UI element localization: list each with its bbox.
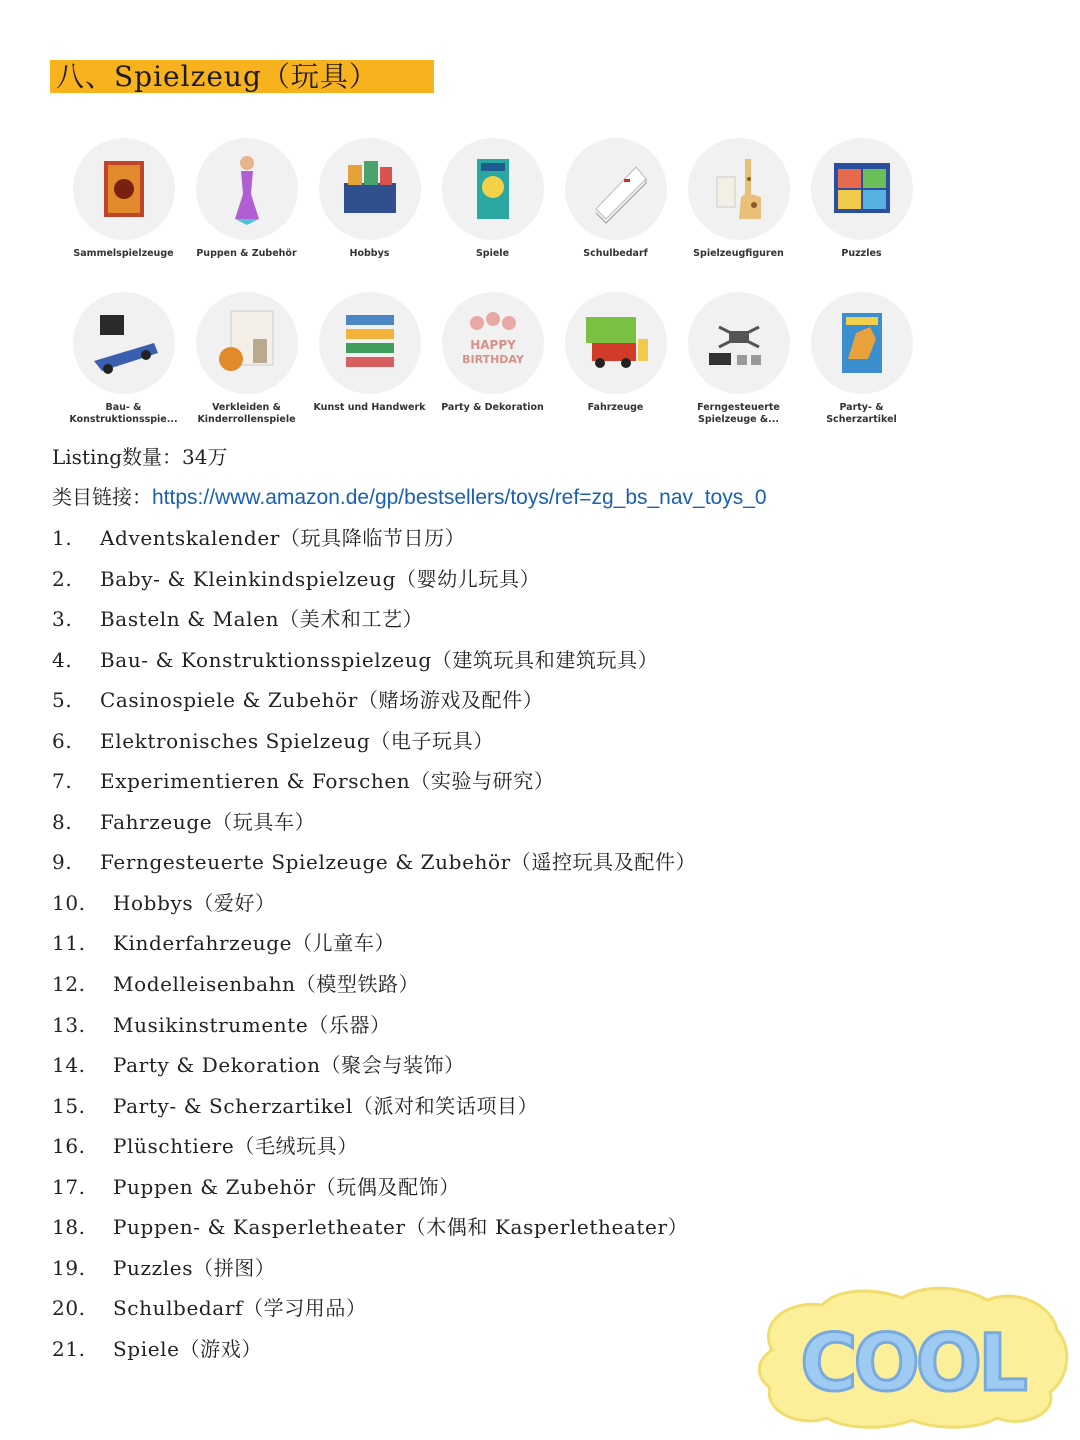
category-label: Party- & Scherzartikel [826, 402, 897, 425]
dinosaur-game-icon [811, 292, 913, 394]
list-item [52, 1171, 696, 1212]
list-item-text: Puppen & Zubehör（玩偶及配饰） [113, 1174, 460, 1199]
list-item [52, 1009, 696, 1050]
category-tile[interactable] [308, 292, 431, 432]
list-item [52, 644, 696, 685]
category-tile[interactable] [185, 138, 308, 278]
list-item [52, 522, 696, 563]
category-label: Schulbedarf [583, 248, 648, 259]
list-item-number: 9. [52, 850, 73, 875]
category-label: Party & Dekoration [441, 402, 544, 413]
hobby-box-icon [319, 138, 421, 240]
category-tile[interactable] [62, 292, 185, 432]
list-item [52, 603, 696, 644]
category-label: Ferngesteuerte Spielzeuge &... [697, 402, 780, 425]
category-link-label: 类目链接： [52, 485, 152, 509]
list-item-text: Kinderfahrzeuge（儿童车） [113, 931, 396, 956]
list-item-text: Puzzles（拼图） [113, 1255, 276, 1280]
list-item-text: Party & Dekoration（聚会与装饰） [113, 1053, 465, 1078]
list-item-text: Party- & Scherzartikel（派对和笑话项目） [113, 1093, 539, 1118]
list-item-number: 5. [52, 688, 73, 713]
game-box-icon [442, 138, 544, 240]
list-item-text: Adventskalender（玩具降临节日历） [100, 526, 466, 550]
giraffe-toy-icon [688, 138, 790, 240]
list-item-number: 21. [52, 1336, 86, 1361]
birthday-balloons-icon [442, 292, 544, 394]
svg-text:BIRTHDAY: BIRTHDAY [461, 353, 524, 366]
category-label: Fahrzeuge [587, 402, 644, 413]
list-item [52, 725, 696, 766]
list-item [52, 1211, 696, 1252]
list-item [52, 684, 696, 725]
list-item [52, 968, 696, 1009]
list-item [52, 1049, 696, 1090]
list-item-number: 8. [52, 809, 73, 834]
list-item-number: 19. [52, 1255, 86, 1280]
list-item [52, 1252, 696, 1293]
category-label: Puppen & Zubehör [196, 248, 297, 259]
list-item-number: 18. [52, 1215, 86, 1240]
category-tile[interactable] [431, 138, 554, 278]
category-label: Verkleiden & Kinderrollenspiele [197, 402, 296, 425]
list-item-number: 2. [52, 566, 73, 591]
page-title: 八、Spielzeug（玩具） [50, 60, 434, 93]
costume-set-icon [196, 292, 298, 394]
list-item [52, 765, 696, 806]
category-tile[interactable] [554, 138, 677, 278]
list-item-number: 7. [52, 769, 73, 794]
cool-sticker [752, 1280, 1072, 1430]
category-tile[interactable] [677, 292, 800, 432]
list-item-number: 10. [52, 890, 86, 915]
list-item-number: 6. [52, 728, 73, 753]
category-label: Spiele [475, 248, 510, 259]
category-label: Hobbys [349, 248, 390, 259]
subcategory-list [52, 522, 696, 1373]
svg-text:HAPPY: HAPPY [469, 338, 516, 352]
mermaid-doll-icon [196, 138, 298, 240]
list-item-text: Basteln & Malen（美术和工艺） [100, 607, 424, 632]
list-item-number: 1. [52, 526, 73, 550]
category-tile[interactable] [677, 138, 800, 278]
list-item-number: 17. [52, 1174, 86, 1199]
list-item [52, 1090, 696, 1131]
category-tile[interactable] [800, 292, 923, 432]
list-item-text: Musikinstrumente（乐器） [113, 1012, 391, 1037]
list-item-number: 12. [52, 972, 86, 997]
list-item-number: 15. [52, 1093, 86, 1118]
category-tile[interactable] [431, 292, 554, 432]
list-item-text: Spiele（游戏） [113, 1336, 262, 1361]
category-tile[interactable] [308, 138, 431, 278]
list-item-number: 3. [52, 607, 73, 632]
category-grid [62, 138, 922, 432]
list-item-text: Modelleisenbahn（模型铁路） [113, 972, 420, 997]
category-label: Sammelspielzeuge [73, 248, 174, 259]
markers-icon [319, 292, 421, 394]
list-item-text: Puppen- & Kasperletheater（木偶和 Kasperletheater） [113, 1215, 689, 1240]
list-item-text: Baby- & Kleinkindspielzeug（婴幼儿玩具） [100, 566, 541, 591]
drone-icon [688, 292, 790, 394]
list-item-text: Schulbedarf（学习用品） [113, 1296, 367, 1321]
list-item [52, 846, 696, 887]
category-tile[interactable] [62, 138, 185, 278]
lego-car-icon [73, 292, 175, 394]
list-item [52, 1292, 696, 1333]
category-label: Spielzeugfiguren [693, 248, 784, 259]
list-item-text: Ferngesteuerte Spielzeuge & Zubehör（遥控玩具及配件） [100, 850, 697, 875]
list-item-number: 14. [52, 1053, 86, 1078]
category-tile[interactable] [800, 138, 923, 278]
category-label: Puzzles [841, 248, 882, 259]
list-item-text: Plüschtiere（毛绒玩具） [113, 1134, 358, 1159]
list-item-text: Bau- & Konstruktionsspielzeug（建筑玩具和建筑玩具） [100, 647, 659, 672]
category-link[interactable]: https://www.amazon.de/gp/bestsellers/toys/ref=zg_bs_nav_toys_0 [152, 486, 767, 509]
list-item-number: 16. [52, 1134, 86, 1159]
toy-train-icon [565, 292, 667, 394]
listing-count: Listing数量：34万 [52, 445, 228, 469]
list-item [52, 1130, 696, 1171]
list-item-number: 11. [52, 931, 86, 956]
trading-card-box-icon [73, 138, 175, 240]
category-label: Kunst und Handwerk [313, 402, 426, 413]
category-label: Bau- & Konstruktionsspie... [69, 402, 178, 425]
list-item-text: Casinospiele & Zubehör（赌场游戏及配件） [100, 688, 544, 713]
list-item-number: 4. [52, 647, 73, 672]
list-item [52, 887, 696, 928]
list-item-text: Fahrzeuge（玩具车） [100, 809, 316, 834]
list-item [52, 927, 696, 968]
list-item-text: Experimentieren & Forschen（实验与研究） [100, 769, 555, 794]
list-item-number: 13. [52, 1012, 86, 1037]
puzzle-box-icon [811, 138, 913, 240]
category-tile[interactable] [185, 292, 308, 432]
list-item [52, 1333, 696, 1374]
list-item-text: Hobbys（爱好） [113, 890, 276, 915]
cool-sticker-text: COOL [800, 1319, 1024, 1409]
list-item [52, 563, 696, 604]
paper-stack-icon [565, 138, 667, 240]
list-item-text: Elektronisches Spielzeug（电子玩具） [100, 728, 494, 753]
list-item [52, 806, 696, 847]
category-tile[interactable] [554, 292, 677, 432]
list-item-number: 20. [52, 1296, 86, 1321]
category-link-row [52, 484, 767, 511]
